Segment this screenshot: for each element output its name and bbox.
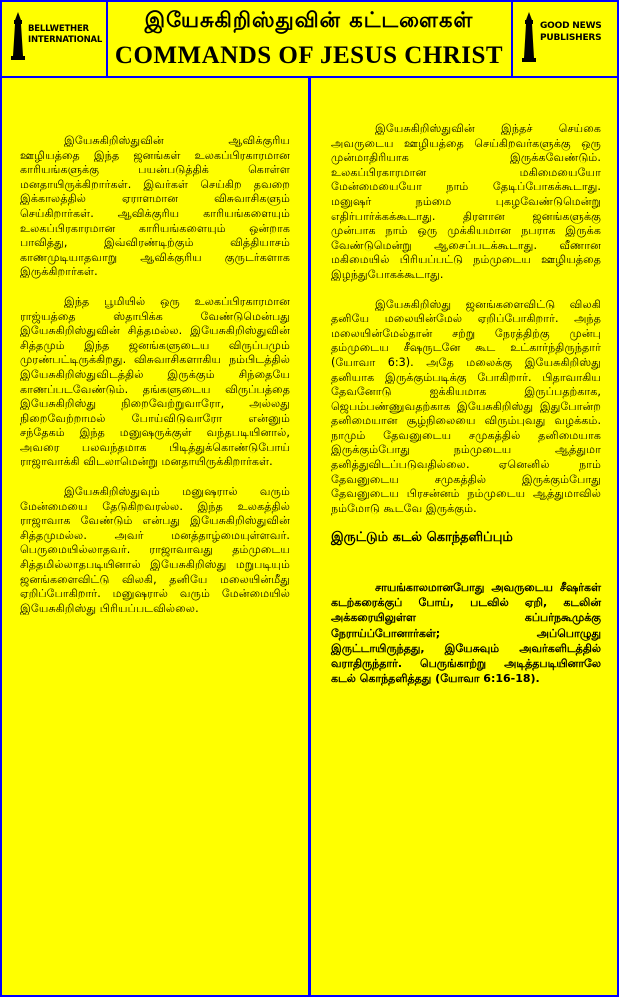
left-paragraph-2: இந்த பூமியில் ஒரு உலகப்பிரகாரமான ராஜ்யத்தை ஸ்தாபிக்க வேண்டுமென்பது இயேசுகிறிஸ்துவின் சித்தமல்ல. இயேசுகிறிஸ்துவின் சித்தமும் இந்த ஜனங்களுடைய விருப்பமும் முரண்பட்டிருக்கிறது. விசுவாசிகளாகிய நம்பிடத்தில் இயேசுகிறிஸ்துவிடத்தில் இருக்கும் சிந்தையே காணப்படவேண்டும். தங்களுடைய விருப்பத்தை இயேசுகிறிஸ்து நிறைவேற்றுவாரோ, அல்லது நிறைவேற்றாமல் போய்விடுவாரோ என்னும் சந்தேகம் இந்த மனுஷருக்குள் வந்தபடியினால், அவரை பலவந்தமாக பிடித்துக்கொண்டுபோய் ராஜாவாக்கி விடலாமென்று மனதாயிருக்கிறார்கள். [20,294,290,469]
right-paragraph-2: இயேசுகிறிஸ்து ஜனங்களைவிட்டு விலகி தனியே மலையின்மேல் ஏறிப்போகிறார். அந்த மலையின்மேல்தான் சற்று நேரத்திற்கு முன்பு தம்முடைய சீஷருடனே கூட உட்கார்ந்திருந்தார் (யோவா 6:3). அதே மலைக்கு இயேசுகிறிஸ்து தனியாக இருக்கும்படிக்கு போகிறார். பிதாவாகிய தேவனோடு ஐக்கியமாக இருப்பதற்காக, ஜெபம்பண்ணுவதற்காக இயேசுகிறிஸ்து இதுபோன்ற தனிமையான சூழ்நிலையை விரும்புவது வழக்கம். நாமும் தேவனுடைய சமுகத்தில் தனிமையாக இருக்கும்போது நம்முடைய ஆத்துமா தனித்துவிடப்படுவதில்லை. ஏனெனில் நாம் தேவனுடைய சமுகத்தில் இருக்கும்போது தேவனுடைய பிரசன்னம் நம்முடைய ஆத்துமாவில் நம்மோடு கூடவே இருக்கும். [331,297,601,515]
page-title-tamil: இயேசுகிறிஸ்துவின் கட்டளைகள் [144,8,474,32]
right-column [331,122,601,701]
section-heading: இருட்டும் கடல் கொந்தளிப்பும் [331,530,513,546]
bellwether-logo [8,8,102,70]
left-column [20,134,290,631]
left-paragraph-3: இயேசுகிறிஸ்துவும் மனுஷரால் வரும் மேன்மையை தேடுகிறவரல்ல. இந்த உலகத்தில் ராஜாவாக வேண்டும் என்பது இயேசுகிறிஸ்துவின் சித்தமுமல்ல. அவர் மனத்தாழ்மையுள்ளவர். பெருமையில்லாதவர். ராஜாவாவது தம்முடைய சித்தமில்லாதபடியினால் இயேசுகிறிஸ்து மறுபடியும் ஜனங்களைவிட்டு விலகி, தனியே மலையின்மீது ஏறிப்போகிறார். மனுஷரால் வரும் மேன்மையில் இயேசுகிறிஸ்து பிரியப்படவில்லை. [20,485,290,615]
left-paragraph-1: இயேசுகிறிஸ்துவின் ஆவிக்குரிய ஊழியத்தை இந்த ஜனங்கள் உலகப்பிரகாரமான காரியங்களுக்கு பயன்படுத்திக் கொள்ள மனதாயிருக்கிறார்கள். இவர்கள் செய்கிற தவறை இக்காலத்தில் ஏராளமான விசுவாசிகளும் செய்கிறார்கள். ஆவிக்குரிய காரியங்களையும் உலகப்பிரகாரமான காரியங்களையும் ஒன்றாக பாவித்து, இவ்விரண்டிற்கும் வித்தியாசம் காணமுடியாதவாறு ஆவிக்குரிய குருடர்களாக இருக்கிறார்கள். [20,134,290,279]
left-logo-text: BELLWETHER INTERNATIONAL [28,24,103,45]
header-right-divider [511,0,513,78]
lighthouse-icon [10,12,26,62]
right-logo-text: GOOD NEWS PUBLISHERS [540,21,602,43]
good-news-logo [518,8,610,70]
right-paragraph-1: இயேசுகிறிஸ்துவின் இந்தச் செய்கை அவருடைய ஊழியத்தை செய்கிறவர்களுக்கு ஒரு முன்மாதிரியாக இருக்கவேண்டும். உலகப்பிரகாரமான மகிமையையோ மேன்மையையோ நாம் தேடிப்போகக்கூடாது. மனுஷர் நம்மை புகழவேண்டுமென்று எதிர்பார்க்கக்கூடாது. திரளான ஜனங்களுக்கு முன்பாக நாம் ஒரு முக்கியமான நபராக இருக்க வேண்டுமென்று ஆசைப்படக்கூடாது. வீணான மகிமையில் பிரியப்பட்டு நம்முடைய ஊழியத்தை இழந்துபோகக்கூடாது. [331,122,601,281]
scripture-quote: சாயங்காலமானபோது அவருடைய சீஷர்கள் கடற்கரைக்குப் போய், படவில் ஏறி, கடலின் அக்கரையிலுள்ள கப்பர்நகூமுக்கு நேராய்ப்போனார்கள்; அப்பொழுது இருட்டாயிருந்தது, இயேசுவும் அவர்களிடத்தில் வராதிருந்தார். பெருங்காற்று அடித்தபடியினாலே கடல் கொந்தளித்தது (யோவா 6:16-18). [331,581,601,686]
column-divider [308,78,311,997]
lighthouse-icon [520,12,538,64]
page-title-english: COMMANDS OF JESUS CHRIST [114,42,504,69]
